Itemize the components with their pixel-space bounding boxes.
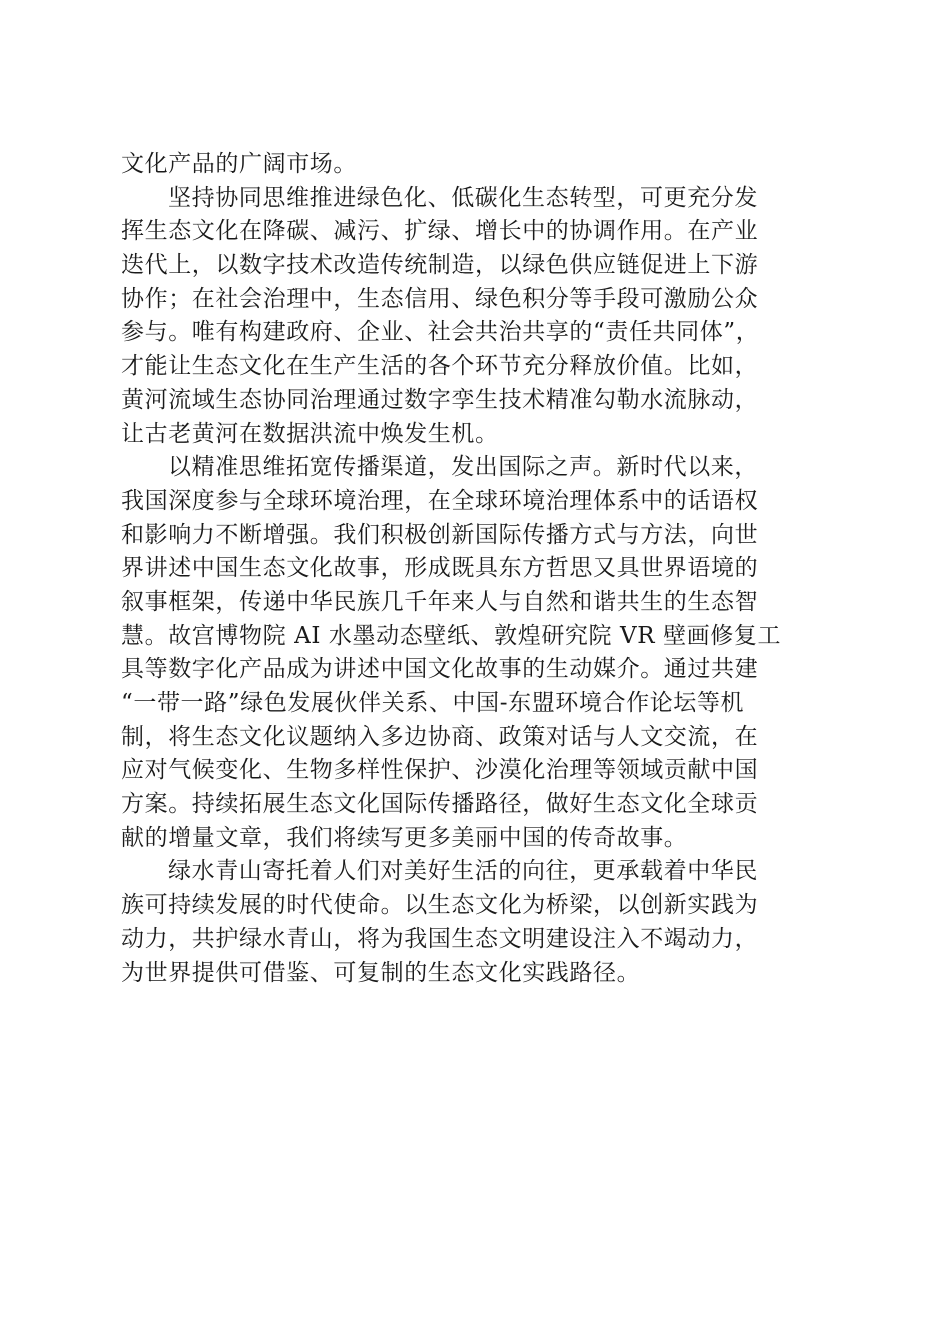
text-line: 才能让生态文化在生产生活的各个环节充分释放价值。比如， — [121, 353, 759, 380]
text-line: 界讲述中国生态文化故事，形成既具东方哲思又具世界语境的 — [121, 555, 759, 582]
text-line: 挥生态文化在降碳、减污、扩绿、增长中的协调作用。在产业 — [121, 218, 759, 245]
text-line: 方案。持续拓展生态文化国际传播路径，做好生态文化全球贡 — [121, 791, 759, 818]
text-line: 让古老黄河在数据洪流中焕发生机。 — [121, 420, 499, 447]
text-line: 黄河流域生态协同治理通过数字孪生技术精准勾勒水流脉动， — [121, 386, 759, 413]
text-line: 以精准思维拓宽传播渠道，发出国际之声。新时代以来， — [168, 454, 758, 481]
text-line: 和影响力不断增强。我们积极创新国际传播方式与方法，向世 — [121, 521, 759, 548]
text-line: 动力，共护绿水青山，将为我国生态文明建设注入不竭动力， — [121, 925, 759, 952]
text-line: 为世界提供可借鉴、可复制的生态文化实践路径。 — [121, 959, 641, 986]
text-line: 具等数字化产品成为讲述中国文化故事的生动媒介。通过共建 — [121, 656, 759, 683]
text-line: “一带一路”绿色发展伙伴关系、中国-东盟环境合作论坛等机 — [121, 690, 745, 716]
text-line: 坚持协同思维推进绿色化、低碳化生态转型，可更充分发 — [168, 184, 758, 211]
text-line: 文化产品的广阔市场。 — [121, 151, 357, 177]
text-line: 制，将生态文化议题纳入多边协商、政策对话与人文交流，在 — [121, 723, 759, 750]
text-line: 协作；在社会治理中，生态信用、绿色积分等手段可激励公众 — [121, 285, 759, 312]
text-line: 绿水青山寄托着人们对美好生活的向往，更承载着中华民 — [168, 858, 758, 885]
text-line: 参与。唯有构建政府、企业、社会共治共享的“责任共同体”， — [121, 319, 760, 346]
text-line: 我国深度参与全球环境治理，在全球环境治理体系中的话语权 — [121, 487, 759, 514]
body-text — [121, 148, 833, 990]
text-line: 迭代上，以数字技术改造传统制造，以绿色供应链促进上下游 — [121, 252, 759, 279]
text-line: 慧。故宫博物院 AI 水墨动态壁纸、敦煌研究院 VR 壁画修复工 — [121, 622, 782, 649]
text-line: 族可持续发展的时代使命。以生态文化为桥梁，以创新实践为 — [121, 892, 759, 919]
text-line: 叙事框架，传递中华民族几千年来人与自然和谐共生的生态智 — [121, 588, 759, 615]
text-line: 献的增量文章，我们将续写更多美丽中国的传奇故事。 — [121, 824, 688, 851]
text-line: 应对气候变化、生物多样性保护、沙漠化治理等领域贡献中国 — [121, 757, 759, 784]
